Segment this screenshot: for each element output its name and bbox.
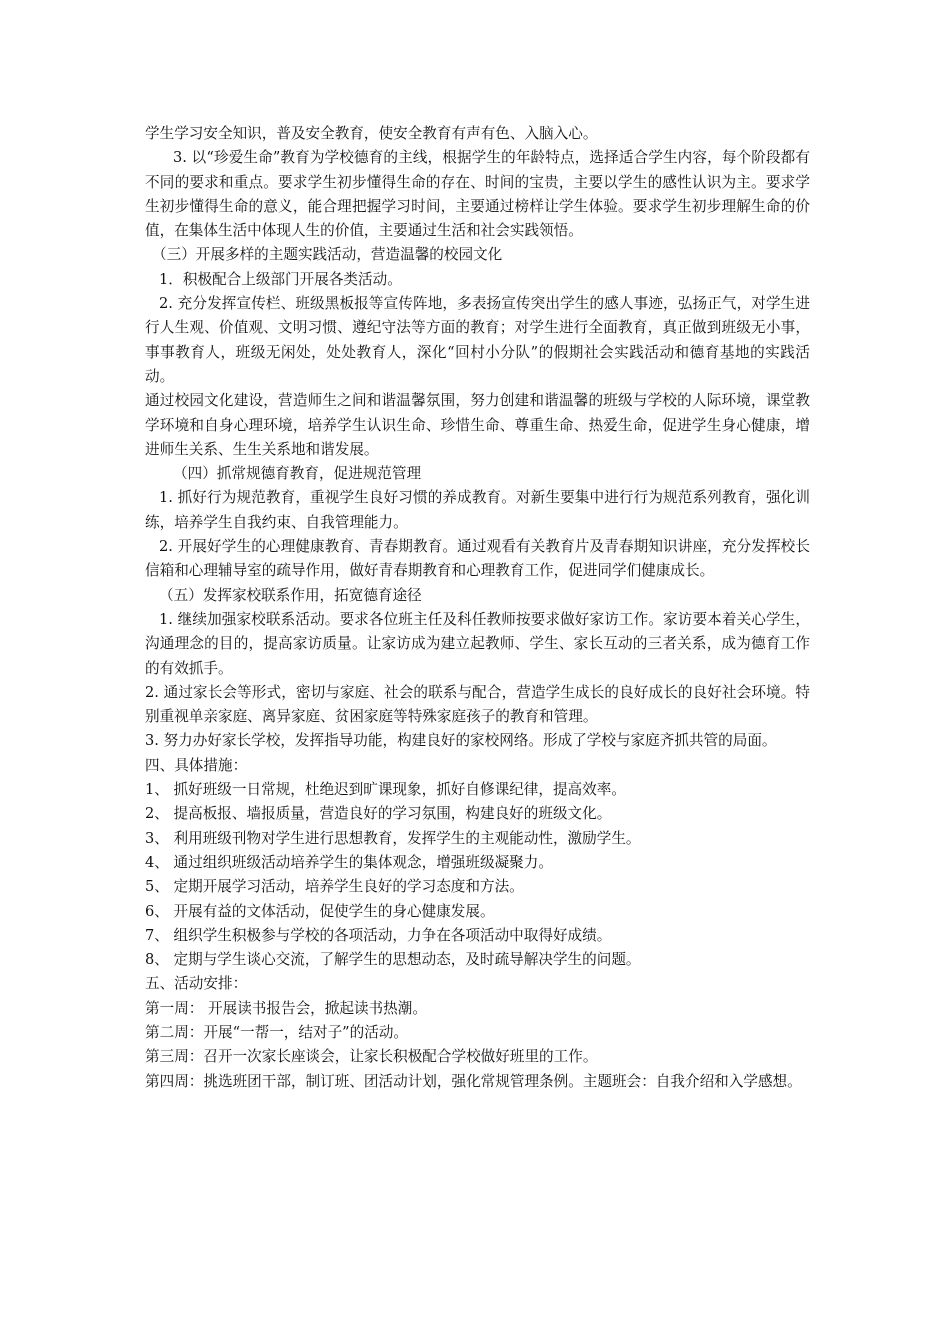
list-item-3-2: 2. 充分发挥宣传栏、班级黑板报等宣传阵地，多表扬宣传突出学生的感人事迹，弘扬正气，对学生进行人生观、价值观、文明习惯、遵纪守法等方面的教育；对学生进行全面教育，真正做到班级无小事，事事教育人，班级无闲处，处处教育人，深化“回村小分队”的假期社会实践活动和德育基地的实践活动。 [145,295,810,385]
measure-item-1: 1、 抓好班级一日常规，杜绝迟到旷课现象，抓好自修课纪律，提高效率。 [145,781,626,799]
section-heading-3: （三）开展多样的主题实践活动，营造温馨的校园文化 [152,246,503,264]
paragraph-campus-culture: 通过校园文化建设，营造师生之间和谐温馨氛围，努力创建和谐温馨的班级与学校的人际环境，课堂教学环境和自身心理环境，培养学生认识生命、珍惜生命、尊重生命、热爱生命，促进学生身心健康，增进师生关系、生生关系地和谐发展。 [145,392,810,458]
measure-item-3: 3、 利用班级刊物对学生进行思想教育，发挥学生的主观能动性，激励学生。 [145,829,641,847]
measure-item-8: 8、 定期与学生谈心交流，了解学生的思想动态，及时疏导解决学生的问题。 [145,951,641,969]
list-item-4-1: 1. 抓好行为规范教育，重视学生良好习惯的养成教育。对新生要集中进行行为规范系列教育，强化训练，培养学生自我约束、自我管理能力。 [145,489,810,531]
measure-item-6: 6、 开展有益的文体活动，促使学生的身心健康发展。 [145,902,495,920]
list-item-5-1: 1. 继续加强家校联系活动。要求各位班主任及科任教师按要求做好家访工作。家访要本着关心学生，沟通理念的目的，提高家访质量。让家访成为建立起教师、学生、家长互动的三者关系，成为德育工作的有效抓手。 [145,610,810,677]
section-heading-4: （四）抓常规德育教育，促进规范管理 [173,465,422,483]
schedule-week-2: 第二周：开展“一帮一，结对子”的活动。 [145,1023,409,1041]
schedule-week-1: 第一周： 开展读书报告会，掀起读书热潮。 [145,999,427,1017]
paragraph-cherish-life: 3. 以“珍爱生命”教育为学校德育的主线，根据学生的年龄特点，选择适合学生内容，每个阶段都有不同的要求和重点。要求学生初步懂得生命的存在、时间的宝贵，主要以学生的感性认识为主。要求学生初步懂得生命的意义，能合理把握学习时间，主要通过榜样让学生体验。要求学生初步理解生命的价值，在集体生活中体现人生的价值，主要通过生活和社会实践领悟。 [145,149,810,240]
list-item-5-2: 2. 通过家长会等形式，密切与家庭、社会的联系与配合，营造学生成长的良好成长的良好社会环境。特别重视单亲家庭、离异家庭、贫困家庭等特殊家庭孩子的教育和管理。 [145,683,810,726]
schedule-week-3: 第三周：召开一次家长座谈会，让家长积极配合学校做好班里的工作。 [145,1048,598,1066]
section-heading-schedule: 五、活动安排： [145,975,248,993]
measure-item-2: 2、 提高板报、墙报质量，营造良好的学习氛围，构建良好的班级文化。 [145,805,612,823]
document-page [145,122,810,1094]
list-item-3-1: 1．积极配合上级部门开展各类活动。 [159,270,402,288]
measure-item-5: 5、 定期开展学习活动，培养学生良好的学习态度和方法。 [145,878,524,896]
paragraph-safety-education: 学生学习安全知识，普及安全教育，使安全教育有声有色、入脑入心。 [145,125,598,142]
section-heading-5: （五）发挥家校联系作用，拓宽德育途径 [159,586,422,604]
section-heading-measures: 四、具体措施： [145,756,248,774]
measure-item-4: 4、 通过组织班级活动培养学生的集体观念，增强班级凝聚力。 [145,853,553,871]
list-item-4-2: 2. 开展好学生的心理健康教育、青春期教育。通过观看有关教育片及青春期知识讲座，充分发挥校长信箱和心理辅导室的疏导作用，做好青春期教育和心理教育工作，促进同学们健康成长。 [145,538,810,580]
list-item-5-3: 3. 努力办好家长学校，发挥指导功能，构建良好的家校网络。形成了学校与家庭齐抓共管的局面。 [145,732,777,750]
schedule-week-4: 第四周：挑选班团干部，制订班、团活动计划，强化常规管理条例。主题班会：自我介绍和入学感想。 [145,1072,802,1090]
measure-item-7: 7、 组织学生积极参与学校的各项活动，力争在各项活动中取得好成绩。 [145,926,612,944]
